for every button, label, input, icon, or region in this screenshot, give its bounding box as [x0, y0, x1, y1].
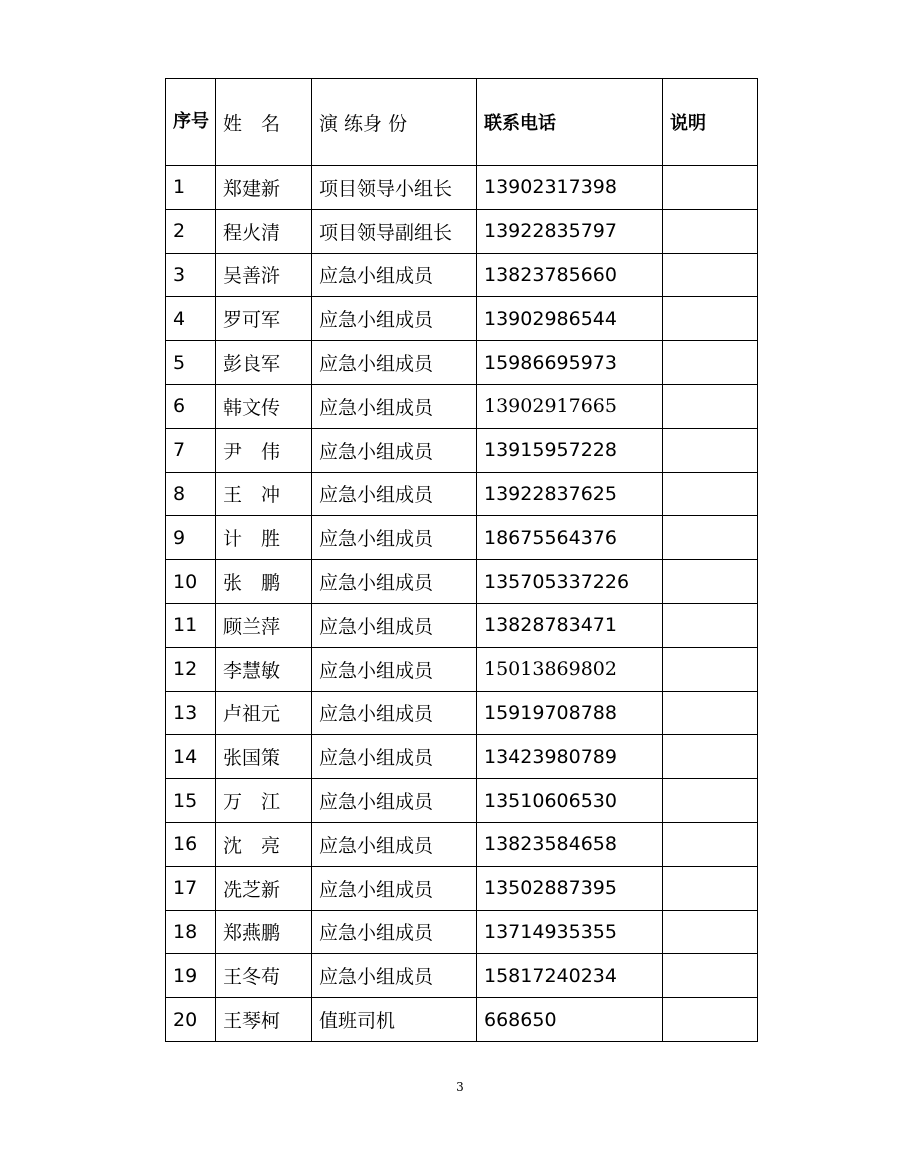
- cell-note: [663, 384, 758, 428]
- cell-phone: 15013869802: [477, 647, 663, 691]
- cell-name: 韩文传: [216, 384, 312, 428]
- cell-phone: 13902317398: [477, 166, 663, 210]
- cell-phone: 13922837625: [477, 472, 663, 516]
- page-number: 3: [456, 1080, 464, 1094]
- table-row: [166, 691, 758, 735]
- cell-name: 王冬苟: [216, 954, 312, 998]
- cell-seq: 1: [166, 166, 216, 210]
- cell-role: 应急小组成员: [312, 954, 477, 998]
- table-row: [166, 341, 758, 385]
- cell-role: 应急小组成员: [312, 647, 477, 691]
- cell-name: 卢祖元: [216, 691, 312, 735]
- header-role: 演 练身 份: [312, 79, 477, 166]
- cell-phone: 13502887395: [477, 866, 663, 910]
- table-body: [166, 166, 758, 1042]
- cell-name: 张国策: [216, 735, 312, 779]
- table-row: [166, 166, 758, 210]
- cell-name: 沈 亮: [216, 822, 312, 866]
- cell-name: 顾兰萍: [216, 603, 312, 647]
- cell-name: 程火清: [216, 209, 312, 253]
- table-row: [166, 954, 758, 998]
- contact-table: [165, 78, 758, 1042]
- cell-seq: 8: [166, 472, 216, 516]
- cell-phone: 13714935355: [477, 910, 663, 954]
- cell-name: 罗可军: [216, 297, 312, 341]
- cell-phone: 135705337226: [477, 560, 663, 604]
- table-header: [166, 79, 758, 166]
- cell-phone: 13423980789: [477, 735, 663, 779]
- table-row: [166, 297, 758, 341]
- cell-seq: 6: [166, 384, 216, 428]
- table-row: [166, 516, 758, 560]
- table-row: [166, 560, 758, 604]
- cell-role: 应急小组成员: [312, 603, 477, 647]
- cell-name: 郑建新: [216, 166, 312, 210]
- cell-name: 王 冲: [216, 472, 312, 516]
- cell-phone: 668650: [477, 998, 663, 1042]
- cell-note: [663, 253, 758, 297]
- table-row: [166, 822, 758, 866]
- cell-note: [663, 735, 758, 779]
- cell-seq: 20: [166, 998, 216, 1042]
- cell-role: 项目领导小组长: [312, 166, 477, 210]
- cell-note: [663, 209, 758, 253]
- cell-seq: 15: [166, 779, 216, 823]
- table-row: [166, 910, 758, 954]
- cell-phone: 15919708788: [477, 691, 663, 735]
- cell-phone: 13510606530: [477, 779, 663, 823]
- cell-phone: 13915957228: [477, 428, 663, 472]
- cell-note: [663, 603, 758, 647]
- cell-seq: 17: [166, 866, 216, 910]
- cell-name: 彭良军: [216, 341, 312, 385]
- table-row: [166, 647, 758, 691]
- cell-note: [663, 647, 758, 691]
- cell-name: 万 江: [216, 779, 312, 823]
- cell-name: 李慧敏: [216, 647, 312, 691]
- cell-seq: 16: [166, 822, 216, 866]
- cell-role: 值班司机: [312, 998, 477, 1042]
- cell-role: 项目领导副组长: [312, 209, 477, 253]
- cell-note: [663, 297, 758, 341]
- cell-phone: 15817240234: [477, 954, 663, 998]
- cell-seq: 10: [166, 560, 216, 604]
- cell-seq: 2: [166, 209, 216, 253]
- header-note: 说明: [663, 79, 758, 166]
- header-phone: 联系电话: [477, 79, 663, 166]
- cell-note: [663, 998, 758, 1042]
- cell-seq: 19: [166, 954, 216, 998]
- table-row: [166, 866, 758, 910]
- table-row: [166, 603, 758, 647]
- cell-name: 吴善浒: [216, 253, 312, 297]
- cell-seq: 7: [166, 428, 216, 472]
- cell-note: [663, 166, 758, 210]
- header-row: [166, 79, 758, 166]
- cell-role: 应急小组成员: [312, 253, 477, 297]
- cell-role: 应急小组成员: [312, 297, 477, 341]
- cell-name: 尹 伟: [216, 428, 312, 472]
- header-name: 姓 名: [216, 79, 312, 166]
- cell-seq: 3: [166, 253, 216, 297]
- cell-note: [663, 428, 758, 472]
- cell-role: 应急小组成员: [312, 822, 477, 866]
- cell-name: 张 鹏: [216, 560, 312, 604]
- cell-name: 计 胜: [216, 516, 312, 560]
- cell-role: 应急小组成员: [312, 779, 477, 823]
- cell-note: [663, 954, 758, 998]
- cell-role: 应急小组成员: [312, 384, 477, 428]
- cell-seq: 4: [166, 297, 216, 341]
- table-row: [166, 735, 758, 779]
- cell-role: 应急小组成员: [312, 341, 477, 385]
- cell-role: 应急小组成员: [312, 910, 477, 954]
- table-row: [166, 779, 758, 823]
- cell-phone: 15986695973: [477, 341, 663, 385]
- cell-name: 冼芝新: [216, 866, 312, 910]
- cell-name: 王琴柯: [216, 998, 312, 1042]
- cell-role: 应急小组成员: [312, 516, 477, 560]
- cell-note: [663, 779, 758, 823]
- cell-seq: 14: [166, 735, 216, 779]
- cell-note: [663, 516, 758, 560]
- table-row: [166, 428, 758, 472]
- cell-phone: 13902917665: [477, 384, 663, 428]
- cell-note: [663, 910, 758, 954]
- cell-seq: 11: [166, 603, 216, 647]
- cell-role: 应急小组成员: [312, 560, 477, 604]
- cell-role: 应急小组成员: [312, 866, 477, 910]
- cell-phone: 13828783471: [477, 603, 663, 647]
- cell-seq: 18: [166, 910, 216, 954]
- cell-phone: 13922835797: [477, 209, 663, 253]
- cell-note: [663, 866, 758, 910]
- cell-phone: 18675564376: [477, 516, 663, 560]
- cell-seq: 9: [166, 516, 216, 560]
- header-seq: 序号: [166, 79, 216, 166]
- cell-note: [663, 691, 758, 735]
- cell-role: 应急小组成员: [312, 735, 477, 779]
- cell-seq: 12: [166, 647, 216, 691]
- cell-role: 应急小组成员: [312, 428, 477, 472]
- cell-phone: 13823584658: [477, 822, 663, 866]
- cell-note: [663, 560, 758, 604]
- table-row: [166, 998, 758, 1042]
- table-row: [166, 209, 758, 253]
- cell-note: [663, 472, 758, 516]
- cell-phone: 13823785660: [477, 253, 663, 297]
- cell-role: 应急小组成员: [312, 472, 477, 516]
- table-row: [166, 472, 758, 516]
- cell-phone: 13902986544: [477, 297, 663, 341]
- cell-role: 应急小组成员: [312, 691, 477, 735]
- cell-note: [663, 341, 758, 385]
- cell-seq: 5: [166, 341, 216, 385]
- cell-seq: 13: [166, 691, 216, 735]
- table-row: [166, 253, 758, 297]
- cell-name: 郑燕鹏: [216, 910, 312, 954]
- cell-note: [663, 822, 758, 866]
- table-row: [166, 384, 758, 428]
